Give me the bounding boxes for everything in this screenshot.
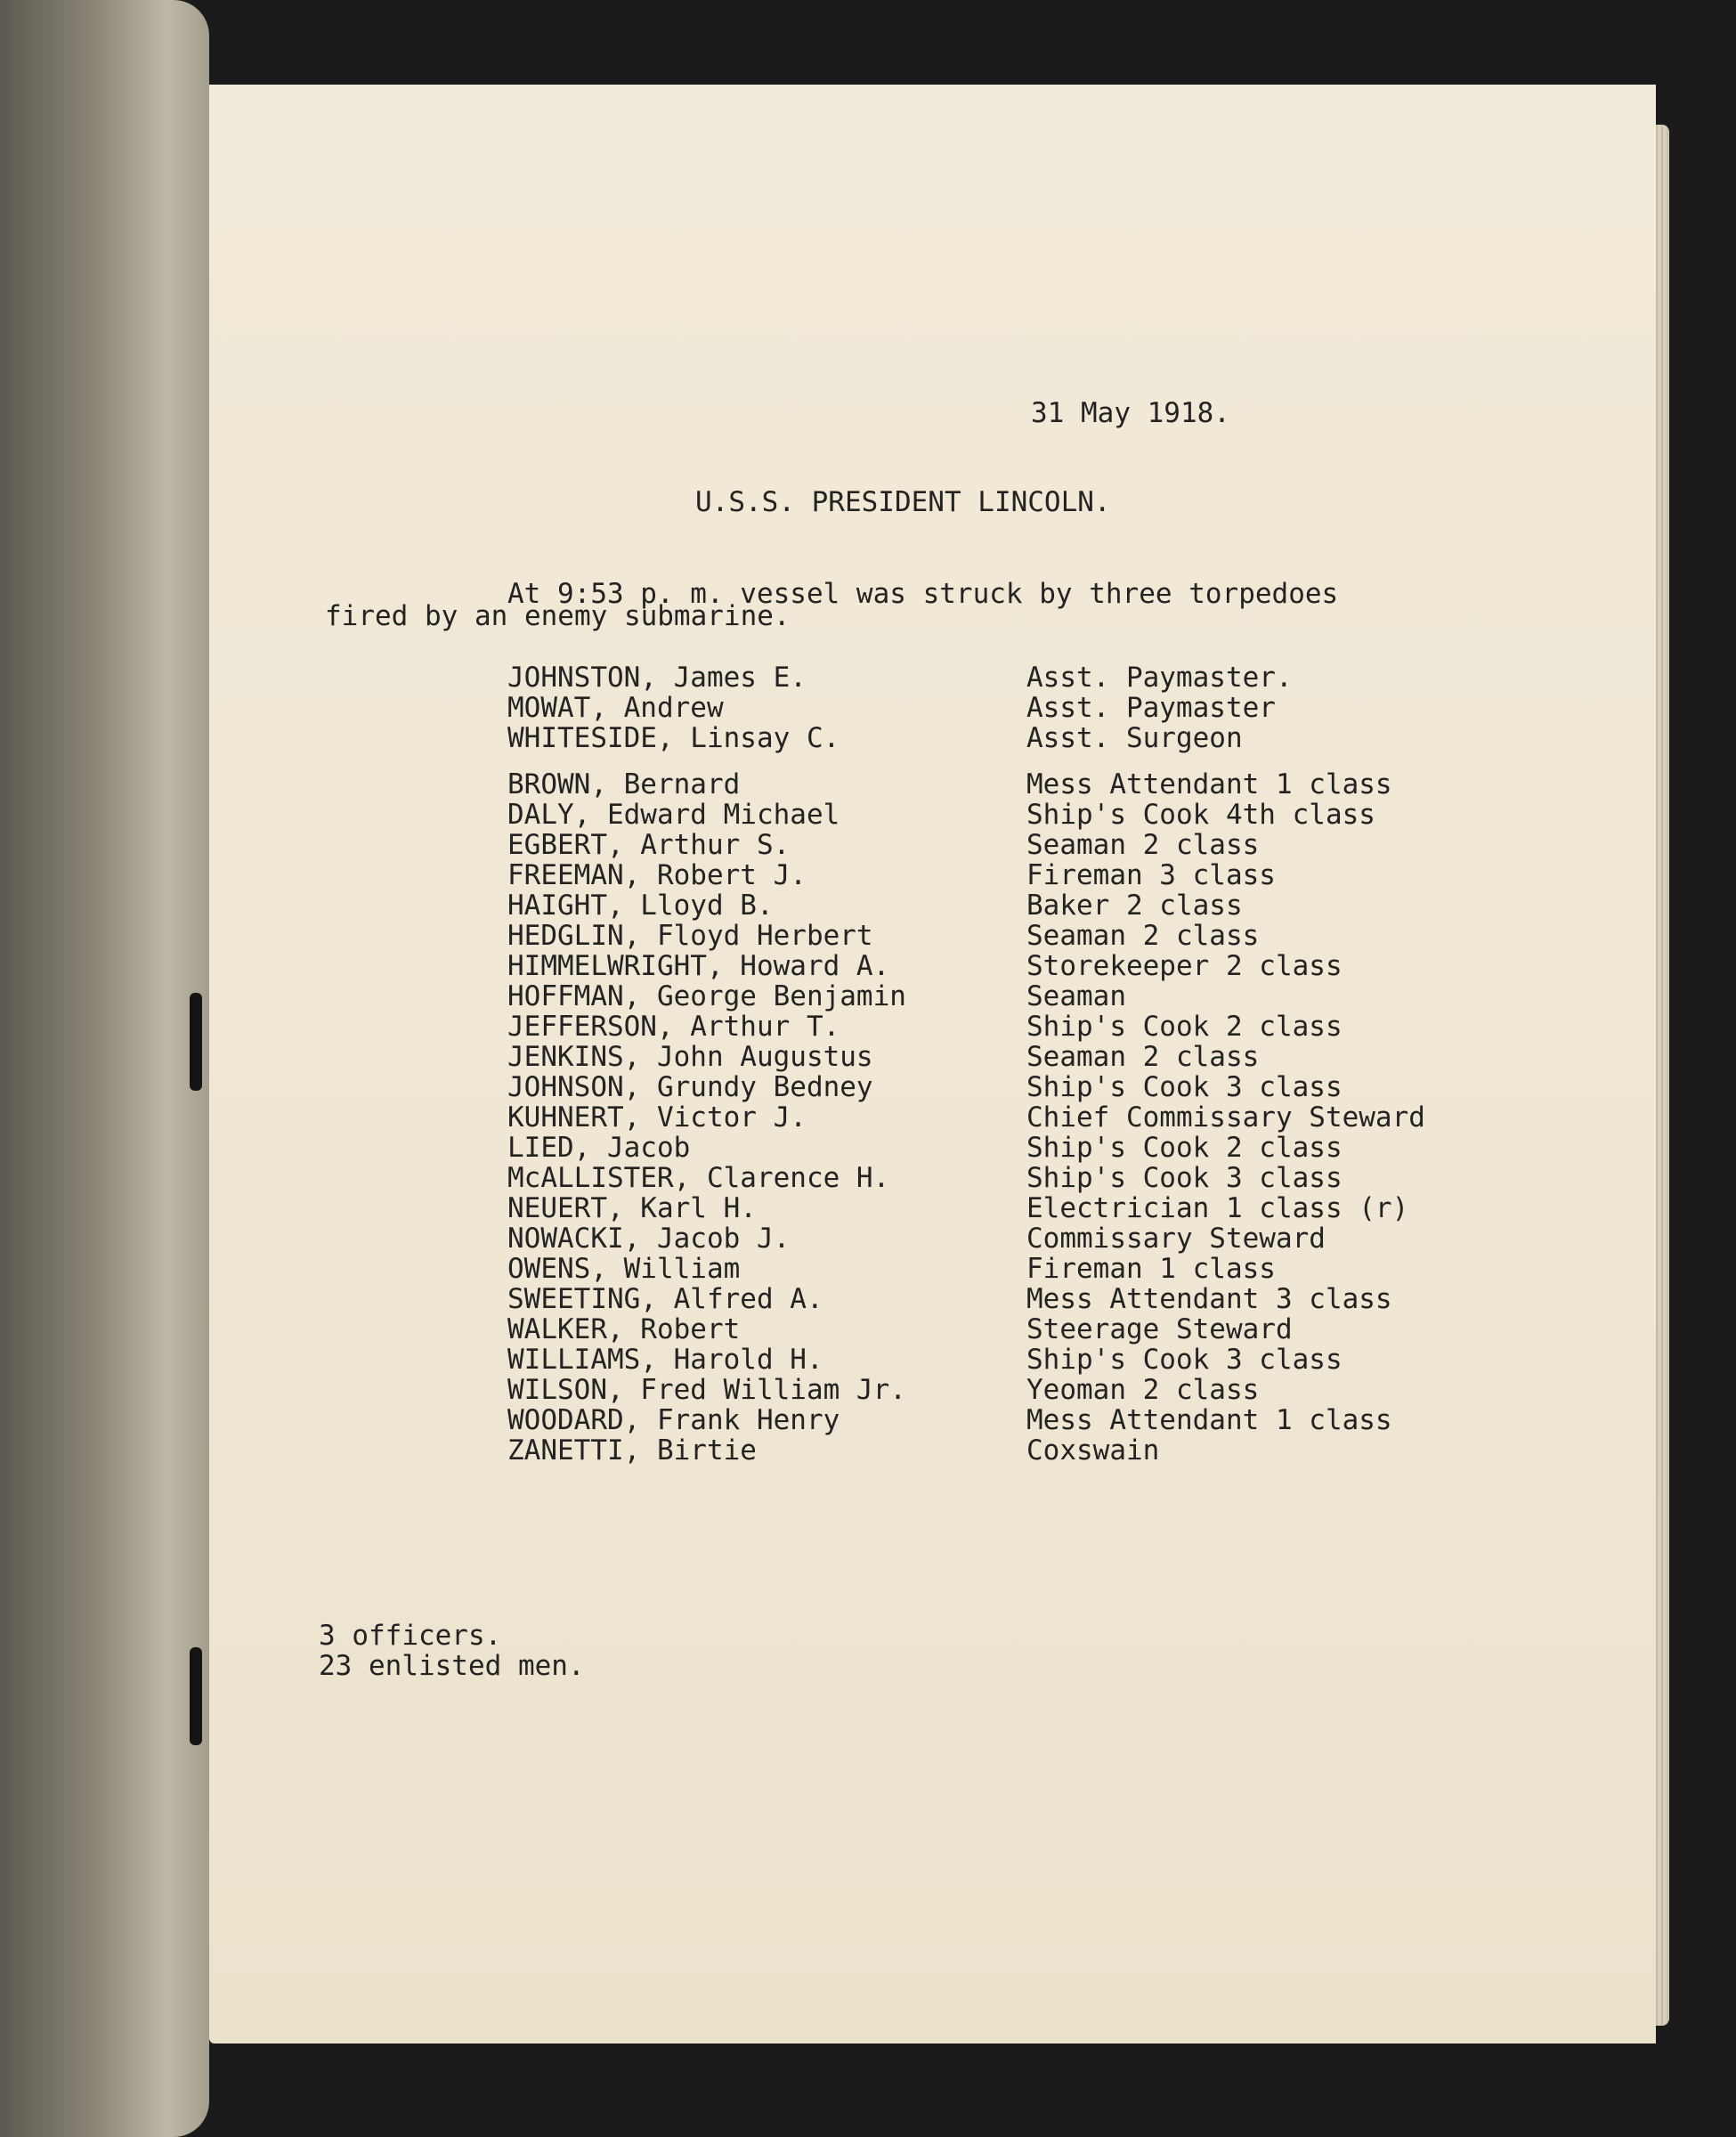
crew-rank: Fireman 1 class [1026,1253,1276,1285]
crew-name: WILSON, Fred William Jr. [507,1374,906,1406]
document-date: 31 May 1918. [1031,397,1230,429]
crew-name: JOHNSTON, James E. [507,662,807,694]
enlisted-total: 23 enlisted men. [319,1650,585,1682]
intro-line-1: At 9:53 p. m. vessel was struck by three torpedoes [507,578,1339,610]
crew-name: MOWAT, Andrew [507,692,724,724]
crew-name: WOODARD, Frank Henry [507,1404,840,1436]
crew-name: FREEMAN, Robert J. [507,859,807,891]
crew-rank: Asst. Paymaster. [1026,662,1293,694]
crew-rank: Ship's Cook 3 class [1026,1344,1343,1376]
crew-rank: Asst. Surgeon [1026,722,1243,754]
crew-name: WHITESIDE, Linsay C. [507,722,840,754]
crew-rank: Mess Attendant 1 class [1026,1404,1392,1436]
crew-rank: Commissary Steward [1026,1223,1326,1255]
crew-rank: Seaman 2 class [1026,829,1260,861]
crew-name: JOHNSON, Grundy Bedney [507,1071,873,1103]
intro-line-2: fired by an enemy submarine. [325,600,791,632]
crew-rank: Storekeeper 2 class [1026,950,1343,982]
crew-name: LIED, Jacob [507,1132,691,1164]
document-page [209,85,1656,2044]
crew-rank: Mess Attendant 1 class [1026,768,1392,800]
crew-name: DALY, Edward Michael [507,799,840,831]
crew-name: JENKINS, John Augustus [507,1041,873,1073]
crew-name: ZANETTI, Birtie [507,1434,757,1467]
crew-rank: Seaman 2 class [1026,920,1260,952]
crew-rank: Chief Commissary Steward [1026,1101,1425,1134]
crew-name: HIMMELWRIGHT, Howard A. [507,950,890,982]
crew-rank: Mess Attendant 3 class [1026,1283,1392,1315]
crew-name: NEUERT, Karl H. [507,1192,757,1224]
crew-name: JEFFERSON, Arthur T. [507,1011,840,1043]
crew-name: HEDGLIN, Floyd Herbert [507,920,873,952]
crew-name: KUHNERT, Victor J. [507,1101,807,1134]
crew-name: HAIGHT, Lloyd B. [507,890,774,922]
crew-rank: Ship's Cook 2 class [1026,1011,1343,1043]
crew-name: WALKER, Robert [507,1313,741,1345]
crew-rank: Asst. Paymaster [1026,692,1276,724]
crew-rank: Steerage Steward [1026,1313,1293,1345]
ship-title: U.S.S. PRESIDENT LINCOLN. [695,486,1111,518]
crew-name: OWENS, William [507,1253,741,1285]
crew-rank: Baker 2 class [1026,890,1243,922]
officers-total: 3 officers. [319,1620,502,1652]
crew-name: EGBERT, Arthur S. [507,829,791,861]
crew-rank: Fireman 3 class [1026,859,1276,891]
crew-rank: Seaman [1026,980,1126,1012]
crew-rank: Electrician 1 class (r) [1026,1192,1409,1224]
crew-name: WILLIAMS, Harold H. [507,1344,823,1376]
binder-ring-mark [190,993,202,1091]
crew-rank: Ship's Cook 2 class [1026,1132,1343,1164]
crew-name: McALLISTER, Clarence H. [507,1162,890,1194]
crew-name: NOWACKI, Jacob J. [507,1223,791,1255]
crew-rank: Ship's Cook 4th class [1026,799,1375,831]
crew-name: BROWN, Bernard [507,768,741,800]
crew-name: SWEETING, Alfred A. [507,1283,823,1315]
crew-rank: Seaman 2 class [1026,1041,1260,1073]
crew-rank: Yeoman 2 class [1026,1374,1260,1406]
crew-rank: Ship's Cook 3 class [1026,1162,1343,1194]
crew-rank: Ship's Cook 3 class [1026,1071,1343,1103]
crew-rank: Coxswain [1026,1434,1160,1467]
binder-ring-mark [190,1647,202,1745]
binder-left-page [0,0,209,2137]
crew-name: HOFFMAN, George Benjamin [507,980,906,1012]
